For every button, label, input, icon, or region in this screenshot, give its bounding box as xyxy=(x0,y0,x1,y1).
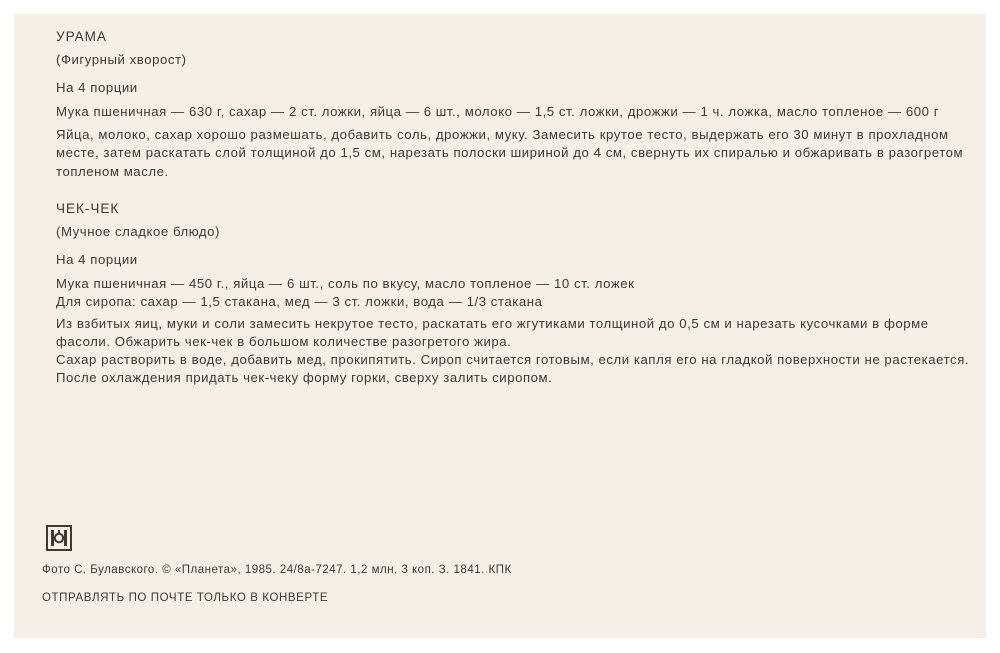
recipe-instructions-block xyxy=(56,315,981,387)
recipe-chak-chak xyxy=(56,200,981,387)
recipe-portions: На 4 порции xyxy=(56,252,138,267)
recipe-instructions-dough: Из взбитых яиц, муки и соли замесить некрутое тесто, раскатать его жгутиками толщиной до 0,5 см и нарезать кусочками в форме фасоли. Обжарить чек-чек в большом количестве разогретого жира. xyxy=(56,316,929,349)
recipe-portions: На 4 порции xyxy=(56,80,138,95)
recipe-urama xyxy=(56,28,981,181)
recipe-instructions: Яйца, молоко, сахар хорошо размешать, добавить соль, дрожжи, муку. Замесить крутое тесто, выдержать его 30 минут в прохладном месте, затем раскатать слой толщиной до 1,5 см, нарезать полоски шириной до 4 см, свернуть их спиралью и обжаривать в разогретом топленом масле. xyxy=(56,126,964,179)
recipe-title: УРАМА xyxy=(56,29,107,44)
recipe-subtitle: (Мучное сладкое блюдо) xyxy=(56,224,220,239)
recipe-ingredients-block xyxy=(56,275,981,311)
recipe-instructions-syrup: Сахар растворить в воде, добавить мед, прокипятить. Сироп считается готовым, если капля его на гладкой поверхности не растекается. После охлаждения придать чек-чеку форму горки, сверху залить сиропом. xyxy=(56,352,970,385)
recipes-text xyxy=(56,28,981,387)
publisher-logo-icon xyxy=(46,525,72,551)
recipe-ingredients: Мука пшеничная — 630 г, сахар — 2 ст. ложки, яйца — 6 шт., молоко — 1,5 ст. ложки, дрожжи — 1 ч. ложка, масло топленое — 600 г xyxy=(56,104,940,119)
publisher-credit: Фото С. Булавского. © «Планета», 1985. 24/8а-7247. 1,2 млн. 3 коп. З. 1841. КПК xyxy=(42,564,512,576)
syrup-ingredients: Для сиропа: сахар — 1,5 стакана, мед — 3 ст. ложки, вода — 1/3 стакана xyxy=(56,294,543,309)
recipe-subtitle: (Фигурный хворост) xyxy=(56,52,187,67)
recipe-title: ЧЕК-ЧЕК xyxy=(56,201,120,216)
postcard-back xyxy=(14,14,986,638)
recipe-ingredients: Мука пшеничная — 450 г., яйца — 6 шт., соль по вкусу, масло топленое — 10 ст. ложек xyxy=(56,276,635,291)
mailing-note: ОТПРАВЛЯТЬ ПО ПОЧТЕ ТОЛЬКО В КОНВЕРТЕ xyxy=(42,592,329,604)
